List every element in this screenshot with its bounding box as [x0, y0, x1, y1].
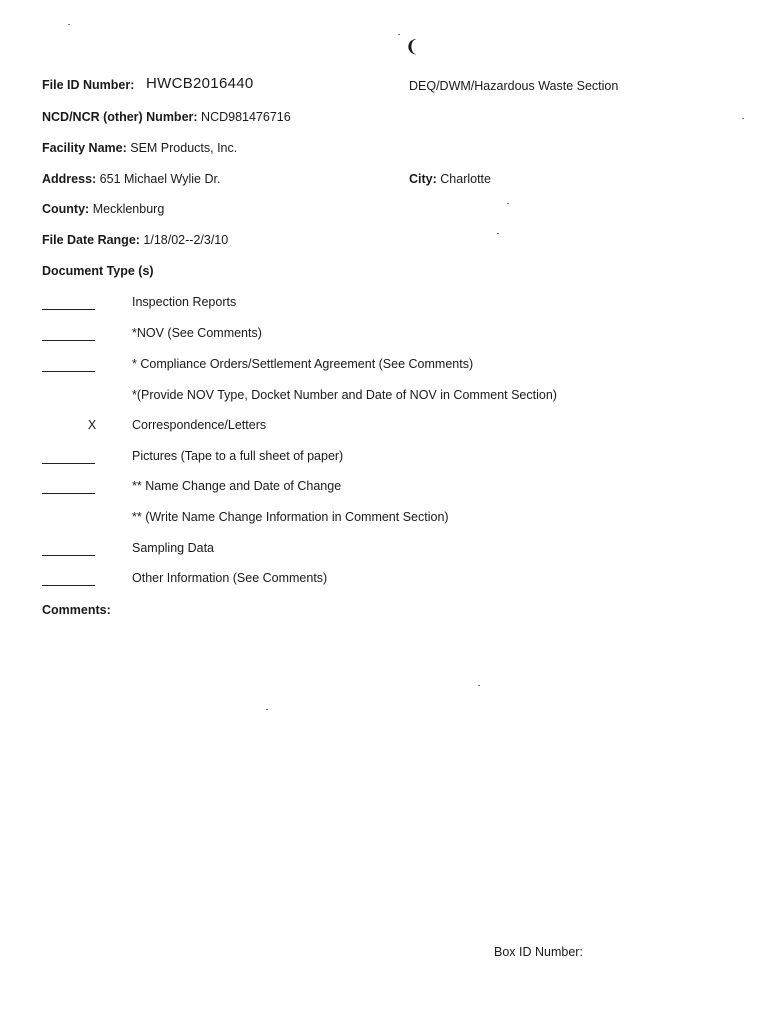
doc-type-nov-note: *(Provide NOV Type, Docket Number and Date of NOV in Comment Section): [132, 388, 557, 402]
checkbox-line-pictures: [42, 463, 95, 464]
document-type-heading: Document Type (s): [42, 264, 154, 278]
scan-speck: [68, 24, 70, 25]
scan-speck: [497, 233, 499, 234]
city-value: Charlotte: [440, 172, 491, 186]
checkbox-line-name-change: [42, 493, 95, 494]
doc-type-correspondence: Correspondence/Letters: [132, 418, 267, 432]
address-label: Address:: [42, 172, 97, 186]
county-label: County:: [42, 202, 90, 216]
ncd-number-label: NCD/NCR (other) Number:: [42, 110, 198, 124]
doc-type-name-change-note: ** (Write Name Change Information in Comment Section): [132, 510, 449, 524]
scan-speck: [507, 203, 509, 204]
ncd-number-row: [42, 110, 291, 124]
facility-name-label: Facility Name:: [42, 141, 127, 155]
scan-speck: [742, 118, 744, 119]
facility-name-row: [42, 141, 237, 155]
county-row: [42, 202, 164, 216]
scan-speck: [478, 685, 480, 686]
section-name: DEQ/DWM/Hazardous Waste Section: [409, 79, 619, 93]
doc-type-pictures: Pictures (Tape to a full sheet of paper): [132, 449, 344, 463]
checkbox-line-inspection: [42, 309, 95, 310]
doc-type-compliance: * Compliance Orders/Settlement Agreement (See Comments): [132, 357, 474, 371]
checkbox-line-sampling: [42, 555, 95, 556]
box-id-label: Box ID Number:: [494, 945, 583, 959]
doc-type-other: Other Information (See Comments): [132, 571, 328, 585]
date-range-label: File Date Range:: [42, 233, 140, 247]
city-label: City:: [409, 172, 437, 186]
checkbox-mark-correspondence: X: [87, 418, 97, 432]
doc-type-sampling: Sampling Data: [132, 541, 214, 555]
doc-type-inspection: Inspection Reports: [132, 295, 237, 309]
scan-speck: [266, 709, 268, 710]
checkbox-line-other: [42, 585, 95, 586]
ncd-number-value: NCD981476716: [201, 110, 291, 124]
facility-name-value: SEM Products, Inc.: [130, 141, 238, 155]
scan-speck: [398, 34, 400, 35]
checkbox-line-compliance: [42, 371, 95, 372]
checkbox-line-nov: [42, 340, 95, 341]
address-value: 651 Michael Wylie Dr.: [99, 172, 221, 186]
doc-type-name-change: ** Name Change and Date of Change: [132, 479, 342, 493]
file-id-value: HWCB2016440: [146, 75, 254, 92]
date-range-value: 1/18/02--2/3/10: [143, 233, 229, 247]
city-row: [409, 172, 491, 186]
doc-type-nov: *NOV (See Comments): [132, 326, 262, 340]
logo-mark: ❨: [405, 37, 420, 56]
address-row: [42, 172, 220, 186]
comments-label: Comments:: [42, 603, 111, 617]
county-value: Mecklenburg: [92, 202, 165, 216]
date-range-row: [42, 233, 228, 247]
file-id-label: File ID Number:: [42, 78, 135, 92]
